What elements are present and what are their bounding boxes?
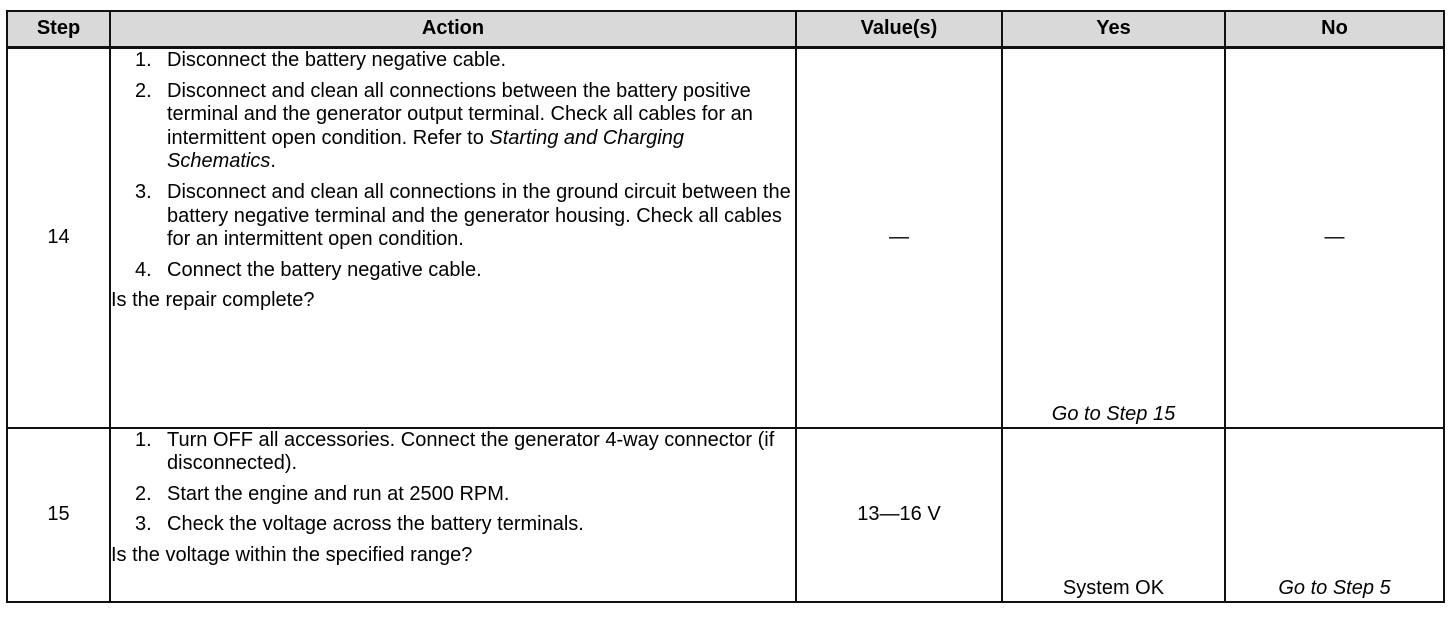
action-step-text: Start the engine and run at 2500 RPM. [167, 482, 510, 505]
action-step-suffix: . [270, 150, 276, 173]
action-step [135, 181, 795, 252]
action-step [135, 80, 795, 174]
action-steps-list [111, 429, 795, 537]
schematic-reference: Starting and Charging Schematics [167, 126, 684, 173]
value-cell: — [796, 48, 1002, 428]
action-step-text: Check the voltage across the battery terminals. [167, 513, 584, 536]
header-yes: Yes [1002, 11, 1225, 48]
action-step-number: 3. [135, 513, 152, 536]
action-step-number: 2. [135, 79, 152, 102]
action-question: Is the voltage within the specified range? [111, 543, 473, 566]
action-step-text: Disconnect and clean all connections between the battery positive terminal and the generator output terminal. Check all cables for an intermittent open condition. Refer to [167, 79, 753, 149]
action-step-text: Connect the battery negative cable. [167, 258, 482, 281]
no-result: — [1225, 48, 1444, 428]
header-values: Value(s) [796, 11, 1002, 48]
yes-result: System OK [1002, 428, 1225, 602]
value-cell: 13—16 V [796, 428, 1002, 602]
action-step-text: Disconnect the battery negative cable. [167, 49, 507, 71]
action-step-number: 4. [135, 258, 152, 281]
action-step [135, 513, 795, 537]
action-question: Is the repair complete? [111, 289, 315, 312]
step-number: 14 [7, 48, 110, 428]
header-action: Action [110, 11, 796, 48]
action-step [135, 429, 795, 476]
action-step [135, 259, 795, 283]
action-cell [110, 428, 796, 602]
diagnostic-table [6, 10, 1445, 603]
step-number: 15 [7, 428, 110, 602]
table-row [7, 48, 1444, 428]
header-no: No [1225, 11, 1444, 48]
action-step-text: Turn OFF all accessories. Connect the generator 4-way connector (if disconnected). [167, 428, 775, 475]
header-row [7, 11, 1444, 48]
action-step [135, 49, 795, 73]
action-step-text: Disconnect and clean all connections in the ground circuit between the battery negative terminal and the generator housing. Check all cables for an intermittent open condition. [167, 180, 791, 251]
no-result: Go to Step 5 [1225, 428, 1444, 602]
action-cell [110, 48, 796, 428]
table-row [7, 428, 1444, 602]
action-step-number: 2. [135, 482, 152, 505]
action-step [135, 483, 795, 507]
action-step-number: 1. [135, 428, 152, 451]
header-step: Step [7, 11, 110, 48]
action-step-number: 1. [135, 49, 152, 71]
action-step-number: 3. [135, 180, 152, 203]
yes-result: Go to Step 15 [1002, 48, 1225, 428]
action-steps-list [111, 49, 795, 282]
